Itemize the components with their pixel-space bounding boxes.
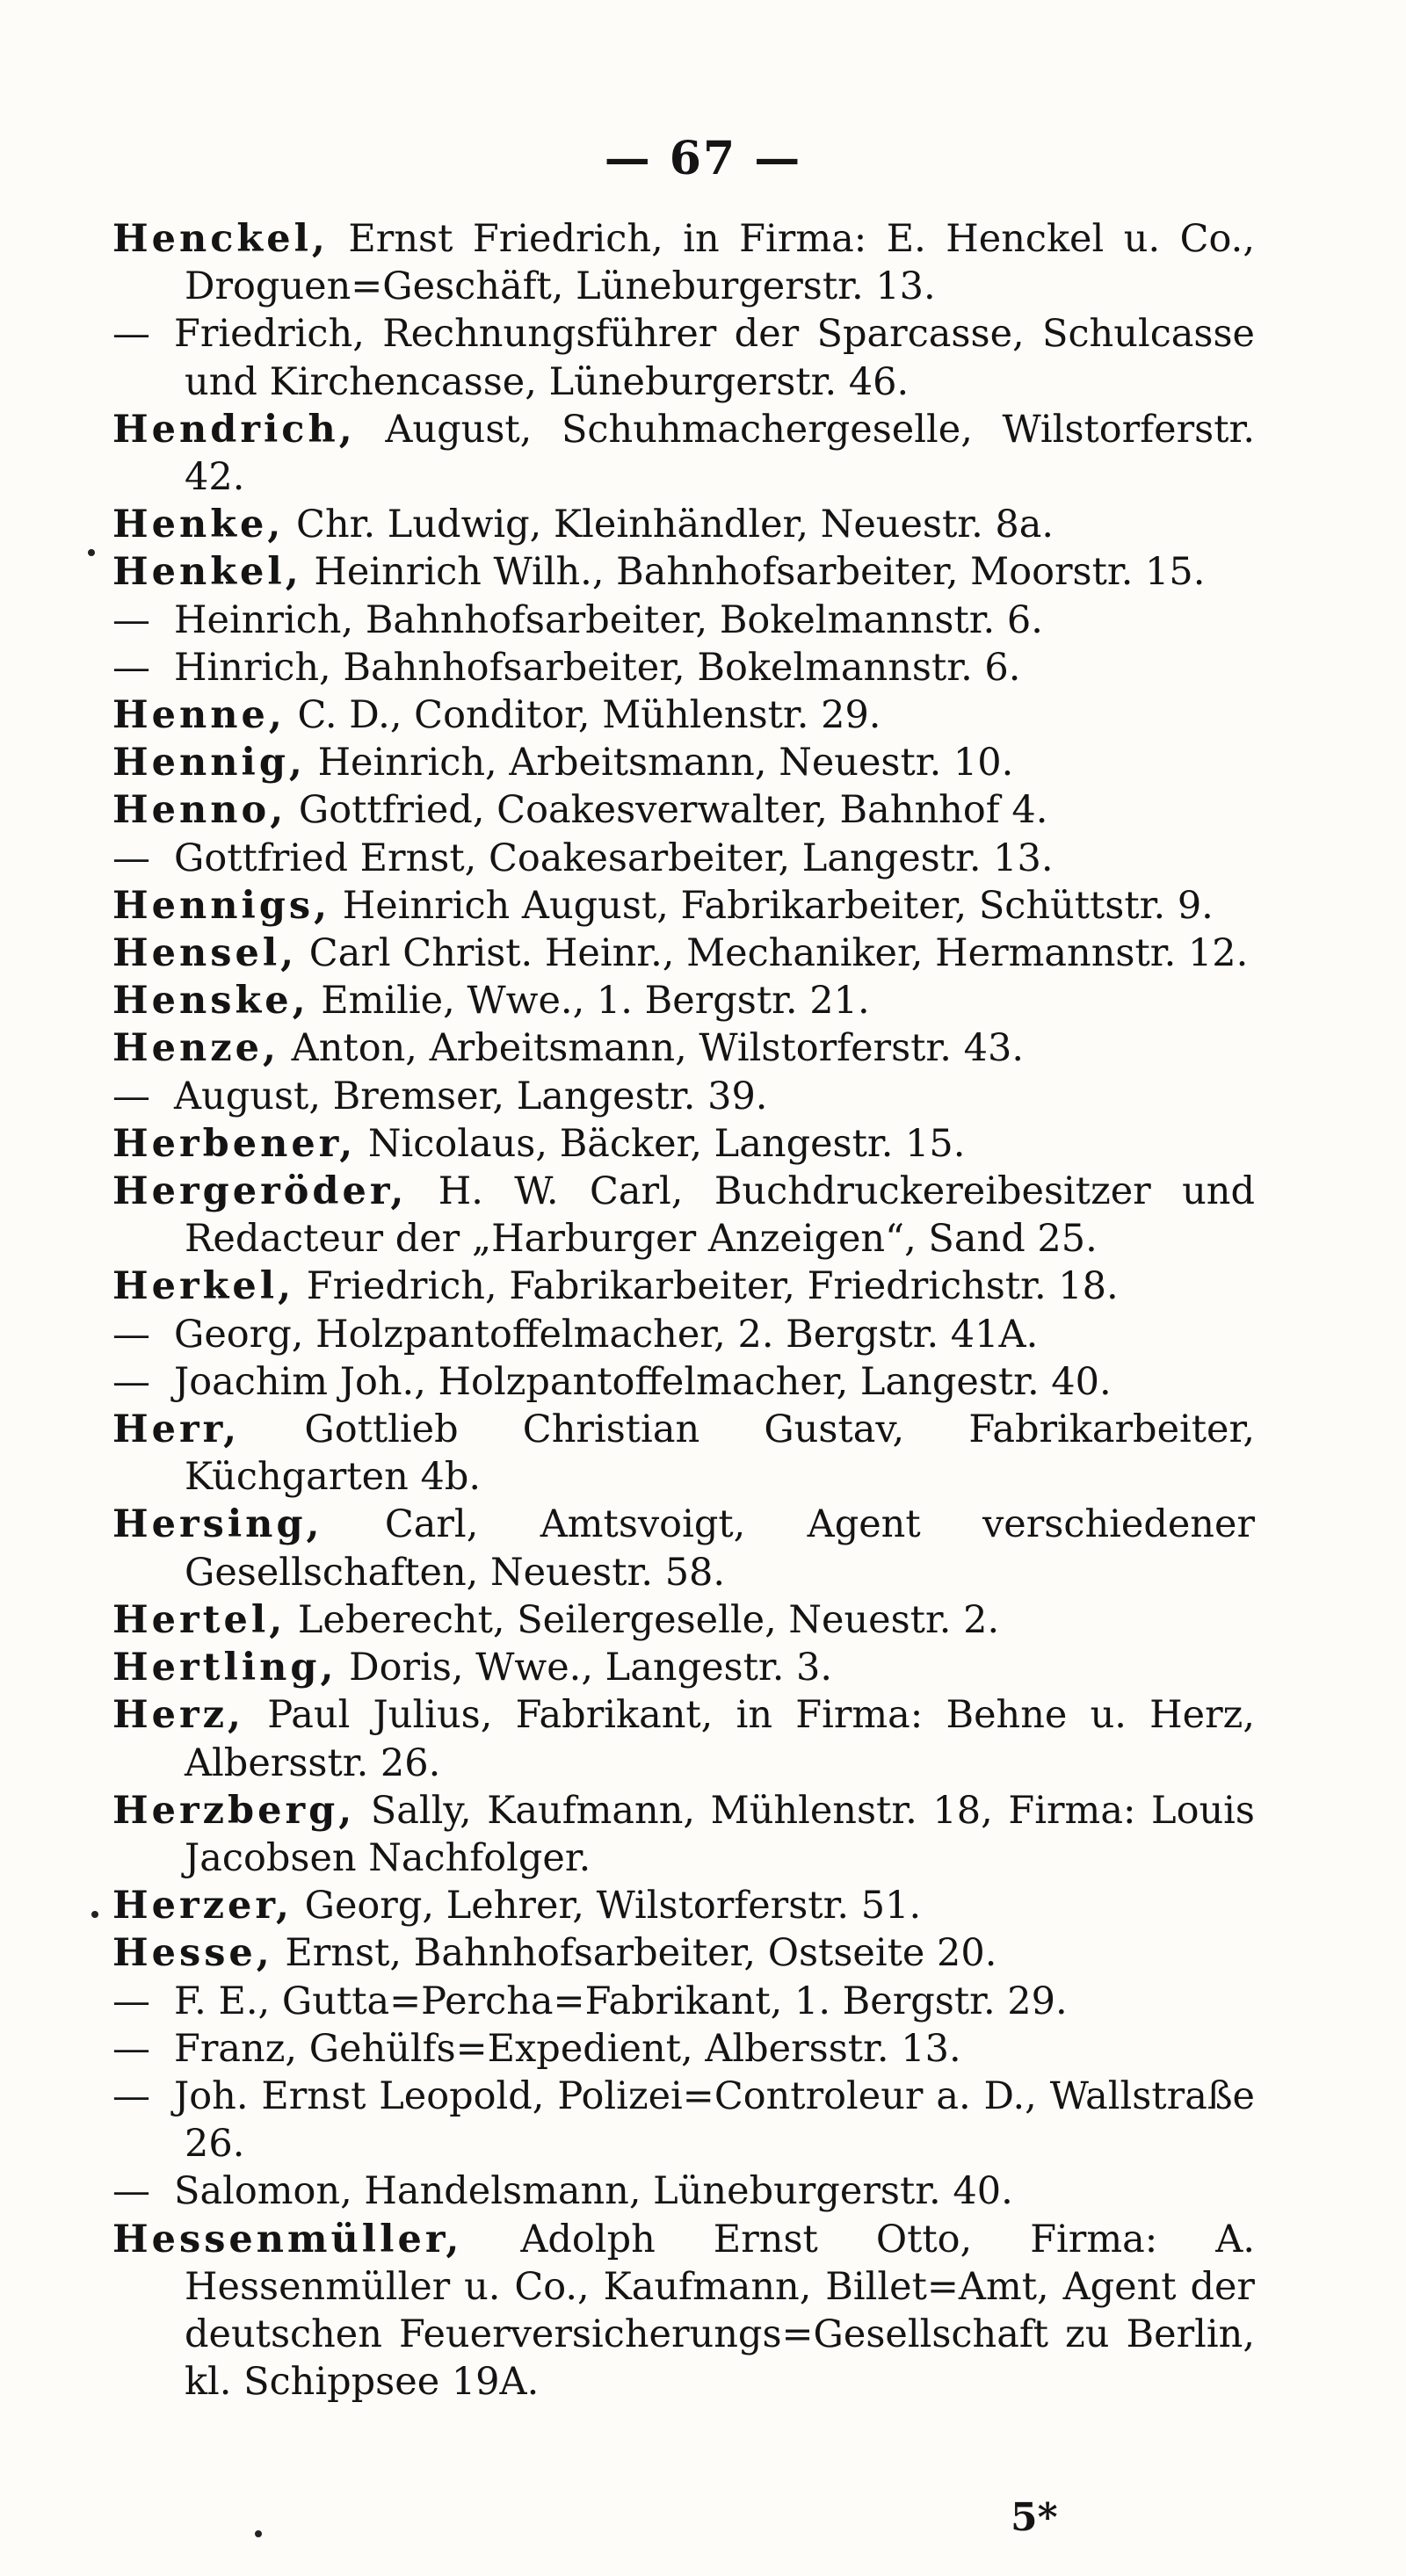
entry-surname: Hennigs, xyxy=(112,883,331,928)
entry-surname: Herr, xyxy=(112,1407,241,1452)
entry-surname: Hessenmüller, xyxy=(112,2217,463,2261)
entry-surname: Henno, xyxy=(112,788,287,833)
entry-text: Carl Christ. Heinr., Mechaniker, Hermannstr. 12. xyxy=(308,931,1249,976)
entry-henkel-heinrich-wilh xyxy=(112,548,1255,596)
entry-text: Nicolaus, Bäcker, Langestr. 15. xyxy=(367,1121,966,1166)
entry-text: Gottfried Ernst, Coakesarbeiter, Langestr. 13. xyxy=(174,836,1054,880)
entry-text: Anton, Arbeitsmann, Wilstorferstr. 43. xyxy=(291,1026,1024,1071)
entry-text: Heinrich, Bahnhofsarbeiter, Bokelmannstr. 6. xyxy=(174,597,1043,642)
entry-surname: Hensel, xyxy=(112,931,298,976)
ditto-dash: — xyxy=(112,2073,150,2118)
print-speck xyxy=(255,2530,262,2537)
ditto-dash: — xyxy=(112,1312,150,1357)
entry-surname: Henke, xyxy=(112,503,285,547)
entry-text: Friedrich, Rechnungsführer der Sparcasse, Schulcasse und Kirchencasse, Lüneburgerstr. 46. xyxy=(174,312,1255,404)
entry-surname: Henske, xyxy=(112,979,309,1024)
entry-text: Salomon, Handelsmann, Lüneburgerstr. 40. xyxy=(174,2169,1013,2214)
ditto-dash: — xyxy=(112,1074,150,1118)
entry-text: Heinrich Wilh., Bahnhofsarbeiter, Moorstr. 15. xyxy=(314,550,1206,595)
ditto-dash: — xyxy=(112,312,150,357)
entry-surname: Herzberg, xyxy=(112,1788,356,1833)
entry-text: Joachim Joh., Holzpantoffelmacher, Langestr. 40. xyxy=(174,1359,1112,1404)
entry-hesse-salomon xyxy=(112,2167,1255,2215)
entry-surname: Hesse, xyxy=(112,1931,273,1976)
ditto-dash: — xyxy=(112,2169,150,2214)
entry-surname: Henne, xyxy=(112,693,286,738)
entry-surname: Herz, xyxy=(112,1693,245,1738)
print-speck xyxy=(88,549,95,556)
print-speck xyxy=(91,1911,98,1918)
entry-surname: Herzer, xyxy=(112,1884,293,1928)
entry-surname: Hendrich, xyxy=(112,407,356,452)
entry-herbener xyxy=(112,1120,1255,1168)
entry-hesse-joh xyxy=(112,2073,1255,2167)
entry-hessenmueller xyxy=(112,2216,1255,2406)
entry-surname: Herkel, xyxy=(112,1264,295,1309)
entry-hennigs xyxy=(112,882,1255,930)
entry-henkel-heinrich xyxy=(112,597,1255,644)
ditto-dash: — xyxy=(112,1359,150,1404)
entry-text: Gottlieb Christian Gustav, Fabrikarbeiter, Küchgarten 4b. xyxy=(185,1407,1255,1500)
page-number: — 67 — xyxy=(604,132,802,185)
entry-text: Gottfried, Coakesverwalter, Bahnhof 4. xyxy=(298,788,1048,833)
entry-surname: Henkel, xyxy=(112,550,302,595)
entry-herkel-friedrich xyxy=(112,1263,1255,1310)
entry-herzer xyxy=(112,1882,1255,1929)
entry-surname: Hersing, xyxy=(112,1502,323,1547)
entry-henne xyxy=(112,691,1255,739)
entry-text: Carl, Amtsvoigt, Agent verschiedener Gesellschaften, Neuestr. 58. xyxy=(185,1502,1256,1595)
entry-hennig xyxy=(112,739,1255,786)
printer-signature-mark: 5* xyxy=(1011,2495,1058,2540)
entry-text: Ernst Friedrich, in Firma: E. Henckel u. Co., Droguen=Geschäft, Lüneburgerstr. 13. xyxy=(185,217,1255,309)
entry-surname: Henckel, xyxy=(112,217,329,261)
entry-text: August, Schuhmachergeselle, Wilstorferstr. 42. xyxy=(185,407,1255,500)
entry-hertling xyxy=(112,1644,1255,1691)
entry-text: Franz, Gehülfs=Expedient, Albersstr. 13. xyxy=(174,2026,961,2071)
entry-henze-august xyxy=(112,1073,1255,1120)
ditto-dash: — xyxy=(112,597,150,642)
entry-text: Hinrich, Bahnhofsarbeiter, Bokelmannstr. 6. xyxy=(174,645,1021,690)
entry-herkel-joachim xyxy=(112,1358,1255,1406)
entry-text: H. W. Carl, Buchdruckereibesitzer und Redacteur der „Harburger Anzeigen“, Sand 25. xyxy=(185,1169,1256,1262)
entry-text: Paul Julius, Fabrikant, in Firma: Behne u. Herz, Albersstr. 26. xyxy=(185,1693,1255,1785)
entry-text: Heinrich August, Fabrikarbeiter, Schüttstr. 9. xyxy=(342,883,1214,928)
entry-text: Joh. Ernst Leopold, Polizei=Controleur a. D., Wallstraße 26. xyxy=(174,2073,1255,2167)
entry-surname: Hertling, xyxy=(112,1646,337,1690)
entry-text: Heinrich, Arbeitsmann, Neuestr. 10. xyxy=(317,741,1014,785)
entry-surname: Hertel, xyxy=(112,1597,286,1642)
entry-text: Georg, Holzpantoffelmacher, 2. Bergstr. 41A. xyxy=(174,1312,1039,1357)
entry-surname: Hergeröder, xyxy=(112,1169,408,1214)
entry-text: F. E., Gutta=Percha=Fabrikant, 1. Bergstr. 29. xyxy=(174,1979,1068,2023)
entry-text: Georg, Lehrer, Wilstorferstr. 51. xyxy=(304,1884,922,1928)
entry-herr xyxy=(112,1406,1255,1501)
entry-surname: Hennig, xyxy=(112,741,306,785)
entry-henze-anton xyxy=(112,1024,1255,1072)
entry-henckel-friedrich xyxy=(112,310,1255,405)
entry-text: Leberecht, Seilergeselle, Neuestr. 2. xyxy=(297,1597,1000,1642)
ditto-dash: — xyxy=(112,2026,150,2071)
entry-hensel xyxy=(112,930,1255,977)
entry-hergeroeder xyxy=(112,1168,1255,1263)
entry-surname: Henze, xyxy=(112,1026,279,1071)
ditto-dash: — xyxy=(112,645,150,690)
entry-text: Friedrich, Fabrikarbeiter, Friedrichstr. 18. xyxy=(306,1264,1119,1309)
entry-hesse-ernst xyxy=(112,1929,1255,1977)
entry-henckel-ernst xyxy=(112,215,1255,310)
entry-text: Chr. Ludwig, Kleinhändler, Neuestr. 8a. xyxy=(296,503,1054,547)
entry-hesse-franz xyxy=(112,2025,1255,2073)
entry-text: August, Bremser, Langestr. 39. xyxy=(174,1074,768,1118)
entry-henno-gottfried xyxy=(112,786,1255,834)
entry-herz xyxy=(112,1691,1255,1786)
ditto-dash: — xyxy=(112,836,150,880)
entry-hesse-fe xyxy=(112,1978,1255,2025)
entry-surname: Herbener, xyxy=(112,1121,357,1166)
entry-text: C. D., Conditor, Mühlenstr. 29. xyxy=(297,693,881,738)
entry-text: Ernst, Bahnhofsarbeiter, Ostseite 20. xyxy=(285,1931,997,1976)
ditto-dash: — xyxy=(112,1979,150,2023)
entry-herzberg xyxy=(112,1787,1255,1882)
entry-text: Emilie, Wwe., 1. Bergstr. 21. xyxy=(321,979,870,1024)
entry-hendrich xyxy=(112,406,1255,501)
entry-henkel-hinrich xyxy=(112,644,1255,691)
entry-henno-gottfried-ernst xyxy=(112,835,1255,882)
entry-herkel-georg xyxy=(112,1311,1255,1358)
entry-text: Doris, Wwe., Langestr. 3. xyxy=(349,1646,833,1690)
entry-hersing xyxy=(112,1501,1255,1596)
entry-henke xyxy=(112,501,1255,548)
directory-entries xyxy=(112,215,1255,2406)
entry-hertel xyxy=(112,1596,1255,1644)
entry-henske xyxy=(112,977,1255,1024)
entry-text: Adolph Ernst Otto, Firma: A. Hessenmüller u. Co., Kaufmann, Billet=Amt, Agent der deutschen Feuerversicherungs=Gesellschaft zu Berlin, kl. Schippsee 19A. xyxy=(185,2217,1255,2405)
entry-text: Sally, Kaufmann, Mühlenstr. 18, Firma: Louis Jacobsen Nachfolger. xyxy=(185,1788,1255,1880)
